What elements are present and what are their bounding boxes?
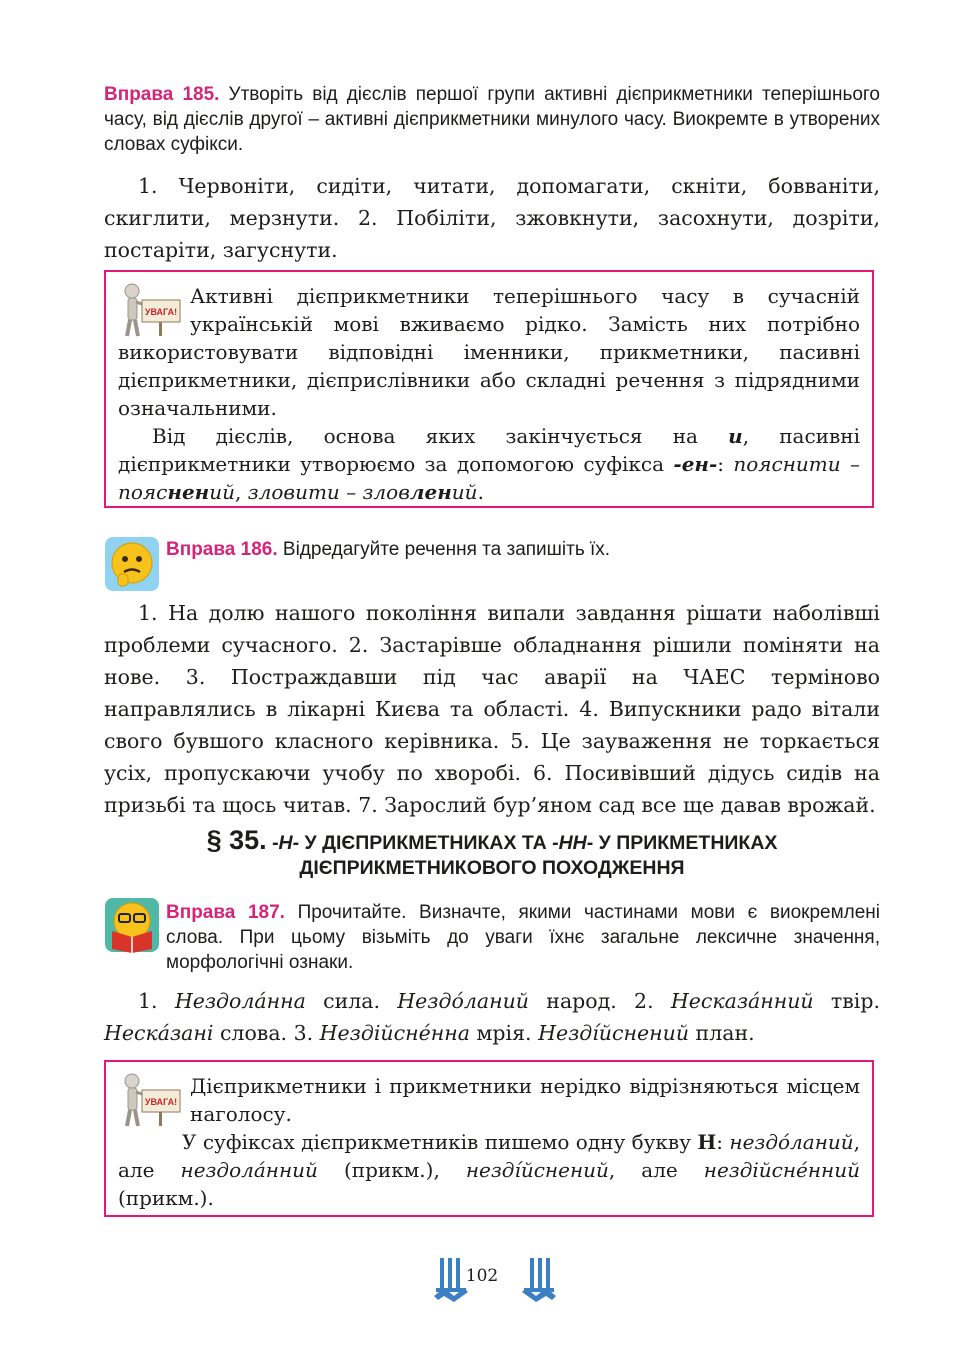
exercise-label: Вправа 187. <box>166 902 285 923</box>
exercise-187-task <box>166 900 880 975</box>
reading-smiley-icon <box>104 897 160 953</box>
task-text: Відредагуйте речення та запишіть їх. <box>282 539 611 560</box>
attention-sign-icon <box>116 1072 182 1128</box>
exercise-185-task <box>104 82 880 157</box>
note-paragraph-1: Активні дієприкметники теперішнього часу в сучасній українській мові вживаємо рідко. Замість них потрібно використовувати відповідні іменники, прикметники, пасивні дієприкметники, дієприслівники або складні речення з підрядними означальними. <box>118 284 860 420</box>
warning-note-1 <box>104 270 874 508</box>
note-paragraph-2: У суфіксах дієприкметників пишемо одну букву Н: нездо́ланий, але нездола́нний (прикм.), нездíйснений, але нездійсне́нний (прикм.). <box>118 1130 860 1210</box>
thinking-smiley-icon <box>104 536 160 592</box>
exercise-label: Вправа 185. <box>104 84 220 105</box>
exercise-186-task <box>166 537 880 562</box>
badge-text: УВАГА! <box>144 307 178 317</box>
attention-sign-icon <box>116 282 182 338</box>
exercise-187-body: 1. Нездола́нна сила. Нездо́ланий народ. 2. Несказа́нний твір. Неска́зані слова. 3. Нездійсне́нна мрія. Нездíйснений план. <box>104 989 880 1045</box>
section-heading: § 35. -Н- У ДІЄПРИКМЕТНИКАХ ТА -НН- У ПРИКМЕТНИКАХ ДІЄПРИКМЕТНИКОВОГО ПОХОДЖЕННЯ <box>206 825 778 879</box>
task-text: Утворіть від дієслів першої групи активні дієприкметники теперішнього часу, від дієслів другої – активні дієприкметники минулого часу. Виокремте в утворених словах суфікси. <box>104 84 880 155</box>
task-text: Прочитайте. Визначте, якими частинами мови є виокремлені слова. При цьому візьміть до уваги їхнє загальне лексичне значення, морфологічні ознаки. <box>166 902 881 973</box>
note-paragraph-1: Дієприкметники і прикметники нерідко відрізняються місцем наголосу. <box>190 1074 860 1126</box>
note-paragraph-2: Від дієслів, основа яких закінчується на и, пасивні дієприкметники утворюємо за допомогою суфікса -ен-: пояснити – пояснений, зловити – зловлений. <box>118 424 860 504</box>
badge-text: УВАГА! <box>144 1097 178 1107</box>
exercise-185-body: 1. Червоніти, сидіти, читати, допомагати, скніти, бовваніти, скиглити, мерзнути. 2. Побіліти, зжовкнути, засохнути, дозріти, постаріти, загуснути. <box>104 174 880 262</box>
warning-note-2 <box>104 1060 874 1217</box>
page-number: 102 <box>465 1266 499 1286</box>
exercise-186-body: 1. На долю нашого покоління випали завдання рішати наболівші проблеми сучасного. 2. Застарівше обладнання рішили поміняти на нове. 3. Постраждавши під час аварії на ЧАЕС терміново направлялись в лікарні Києва та області. 4. Випускники радо вітали свого бувшого класного керівника. 5. Це зауваження не торкається усіх, пропускаючи учобу по хворобі. 6. Посивівший дідусь сидів на призьбі та щось читав. 7. Зарослий бур’яном сад все ще давав врожай. <box>104 601 880 817</box>
exercise-label: Вправа 186. <box>166 539 278 560</box>
